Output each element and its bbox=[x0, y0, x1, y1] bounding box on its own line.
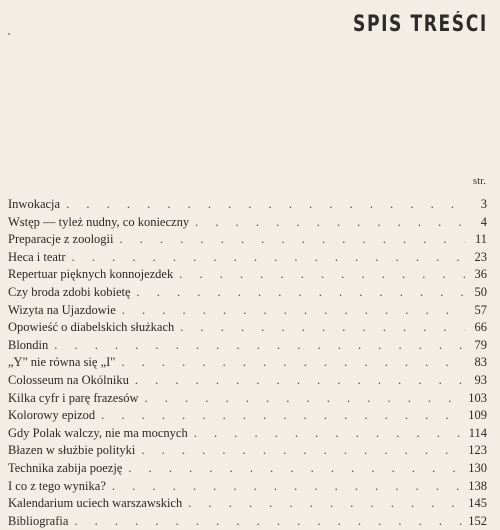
toc-entry-title: Wstęp — tyleż nudny, co konieczny bbox=[8, 214, 190, 229]
toc-entry bbox=[8, 302, 487, 320]
toc-entry-page-number: 4 bbox=[480, 214, 487, 229]
toc-entry-page-number: 23 bbox=[474, 249, 487, 264]
toc-entry bbox=[8, 284, 487, 302]
toc-entry-title: Opowieść o diabelskich służkach bbox=[8, 320, 175, 335]
toc-entry-title: Gdy Polak walczy, nie ma mocnych bbox=[8, 425, 188, 440]
toc-entry-page-number: 36 bbox=[474, 267, 487, 282]
toc-entry bbox=[8, 319, 487, 337]
toc-entry-title: Kolorowy epizod bbox=[8, 408, 96, 423]
toc-entry-page-number: 83 bbox=[474, 355, 487, 370]
toc-entry-page-number: 152 bbox=[468, 513, 487, 528]
toc-entry-page-number: 138 bbox=[468, 478, 487, 493]
dot-leader bbox=[184, 495, 465, 513]
dot-leader bbox=[133, 284, 465, 302]
toc-entry bbox=[8, 214, 487, 232]
toc-entry bbox=[8, 231, 487, 249]
dot-leader bbox=[117, 354, 465, 372]
toc-entry-page-number: 50 bbox=[474, 284, 487, 299]
toc-entry bbox=[8, 266, 487, 284]
toc-entry-title: Kalendarium uciech warszawskich bbox=[8, 496, 183, 511]
toc-entry-title: Technika zabija poezję bbox=[8, 460, 123, 475]
toc-entry-page-number: 130 bbox=[468, 460, 487, 475]
toc-entry bbox=[8, 495, 487, 513]
dot-leader bbox=[176, 319, 465, 337]
dot-leader bbox=[124, 460, 465, 478]
toc-entry bbox=[8, 407, 487, 425]
dot-leader bbox=[191, 214, 465, 232]
toc-entry bbox=[8, 513, 487, 530]
toc-entry-page-number: 79 bbox=[474, 337, 487, 352]
dot-leader bbox=[116, 231, 465, 249]
toc-entry-page-number: 114 bbox=[468, 425, 487, 440]
dot-leader bbox=[108, 478, 465, 496]
toc-entry bbox=[8, 196, 487, 214]
toc-entry-title: „Y" nie równa się „I" bbox=[8, 355, 116, 370]
dot-leader bbox=[131, 372, 465, 390]
toc-entry bbox=[8, 354, 487, 372]
dot-leader bbox=[50, 337, 465, 355]
toc-entry-page-number: 11 bbox=[474, 232, 487, 247]
toc-entry-title: Colosseum na Okólniku bbox=[8, 372, 129, 387]
toc-entry-title: Wizyta na Ujazdowie bbox=[8, 302, 116, 317]
dot-leader bbox=[118, 302, 465, 320]
toc-entry-title: Bibliografia bbox=[8, 513, 69, 528]
toc-entry bbox=[8, 460, 487, 478]
toc-entry-page-number: 123 bbox=[468, 443, 487, 458]
toc-entry-page-number: 3 bbox=[480, 197, 487, 211]
toc-entry bbox=[8, 442, 487, 460]
page-title: SPIS TREŚCI bbox=[353, 12, 488, 37]
toc-entry-title: Heca i teatr bbox=[8, 249, 66, 264]
toc-entry-title: Kilka cyfr i parę frazesów bbox=[8, 390, 139, 405]
dot-leader bbox=[137, 442, 465, 460]
paper-speck bbox=[8, 33, 10, 35]
dot-leader bbox=[62, 196, 465, 214]
toc-entry-page-number: 57 bbox=[474, 302, 487, 317]
page-column-label: str. bbox=[472, 175, 486, 187]
toc-entry-page-number: 93 bbox=[474, 372, 487, 387]
dot-leader bbox=[175, 266, 465, 284]
toc-entry-title: Inwokacja bbox=[8, 197, 61, 211]
toc-entry bbox=[8, 425, 487, 443]
toc-entry-page-number: 145 bbox=[468, 496, 487, 511]
dot-leader bbox=[97, 407, 465, 425]
dot-leader bbox=[70, 513, 465, 530]
table-of-contents bbox=[8, 196, 487, 530]
toc-entry-title: Błazen w służbie polityki bbox=[8, 443, 136, 458]
toc-entry-page-number: 103 bbox=[468, 390, 487, 405]
toc-entry-title: Blondin bbox=[8, 337, 49, 352]
toc-entry-title: Czy broda zdobi kobietę bbox=[8, 284, 131, 299]
toc-entry-page-number: 66 bbox=[474, 320, 487, 335]
toc-entry bbox=[8, 337, 487, 355]
toc-entry-title: Repertuar pięknych konnojezdek bbox=[8, 267, 174, 282]
toc-entry-title: Preparacje z zoologii bbox=[8, 232, 114, 247]
dot-leader bbox=[190, 425, 465, 443]
dot-leader bbox=[68, 249, 465, 267]
toc-entry-title: I co z tego wynika? bbox=[8, 478, 106, 493]
toc-entry bbox=[8, 372, 487, 390]
toc-entry bbox=[8, 390, 487, 408]
dot-leader bbox=[141, 390, 466, 408]
toc-entry bbox=[8, 249, 487, 267]
toc-entry-page-number: 109 bbox=[468, 408, 487, 423]
toc-entry bbox=[8, 478, 487, 496]
